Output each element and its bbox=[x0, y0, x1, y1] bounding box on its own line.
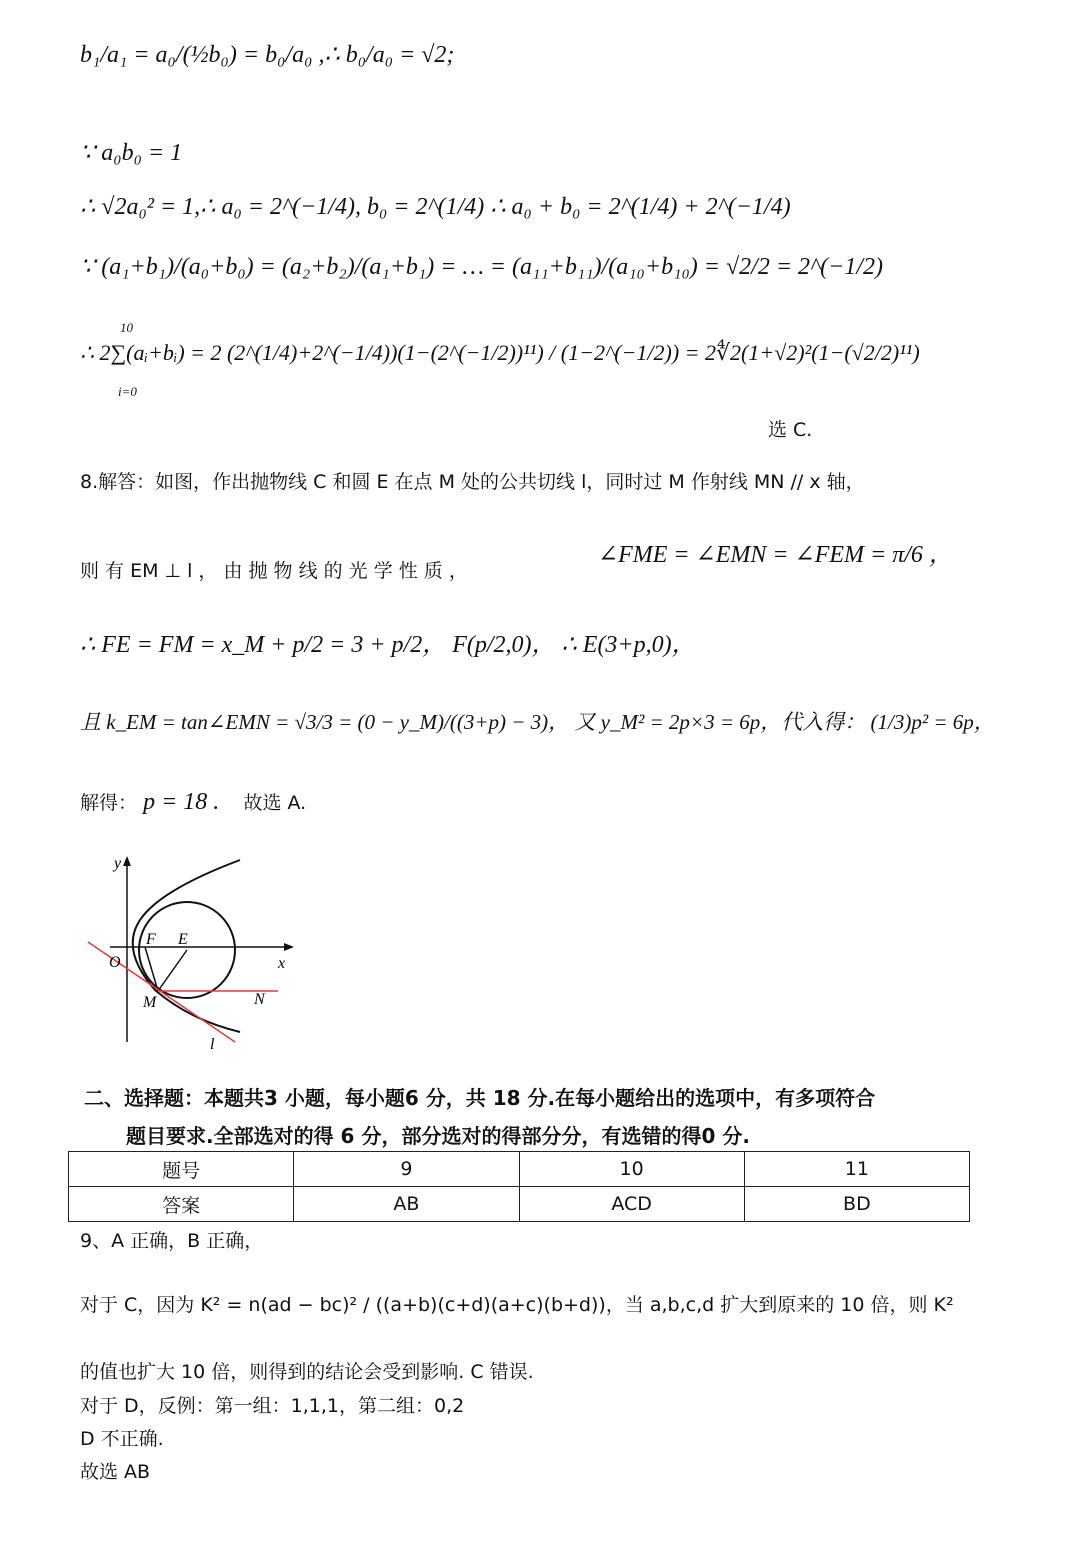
segment-me bbox=[158, 950, 187, 991]
sol8-line3: ∴ FE = FM = x_M + p/2 = 3 + p/2， F(p/2,0)， ∴ E(3+p,0)， bbox=[80, 632, 696, 658]
sol8-intro: 8.解答：如图，作出抛物线 C 和圆 E 在点 M 处的公共切线 l，同时过 M 作射线 MN // x 轴， bbox=[80, 471, 865, 493]
sol7-choice: 选 C. bbox=[768, 419, 813, 441]
sol9-line5: D 不正确. bbox=[80, 1428, 164, 1450]
sum-lower: i=0 bbox=[118, 384, 137, 399]
sum-upper: 10 bbox=[120, 320, 133, 335]
table-cell: ACD bbox=[519, 1187, 744, 1222]
label-x: x bbox=[278, 955, 286, 972]
label-f: F bbox=[146, 931, 156, 948]
x-axis-arrow bbox=[284, 943, 294, 951]
table-row bbox=[69, 1152, 970, 1187]
sol8-line2-text: 则 有 EM ⊥ l ， 由 抛 物 线 的 光 学 性 质 ， bbox=[80, 560, 468, 582]
label-m: M bbox=[143, 994, 157, 1011]
label-n: N bbox=[254, 991, 265, 1008]
table-cell: 答案 bbox=[69, 1187, 294, 1222]
sol8-line5-math: p = 18 . bbox=[143, 789, 220, 815]
table-cell: BD bbox=[744, 1187, 969, 1222]
sol7-line2: ∵ a₀b₀ = 1 bbox=[80, 140, 183, 166]
sol8-line2-math: ∠FME = ∠EMN = ∠FEM = π/6 ， bbox=[598, 542, 953, 568]
section2-heading-line2: 题目要求.全部选对的得 6 分，部分选对的得部分分，有选错的得0 分. bbox=[126, 1124, 750, 1148]
table-cell: 题号 bbox=[69, 1152, 294, 1187]
section2-heading-line1: 二、选择题：本题共3 小题，每小题6 分，共 18 分.在每小题给出的选项中，有多项符合 bbox=[84, 1086, 876, 1110]
sol7-line4: ∵ (a₁+b₁)/(a₀+b₀) = (a₂+b₂)/(a₁+b₁) = … = (a₁₁+b₁₁)/(a₁₀+b₁₀) = √2/2 = 2^(−1/2) bbox=[80, 254, 883, 280]
sol7-line1: b₁/a₁ = a₀/(½b₀) = b₀/a₀ ,∴ b₀/a₀ = √2; bbox=[80, 42, 455, 68]
table-row bbox=[69, 1187, 970, 1222]
sol9-line4: 对于 D，反例：第一组：1,1,1，第二组：0,2 bbox=[80, 1395, 465, 1417]
sol9-line3: 的值也扩大 10 倍，则得到的结论会受到影响. C 错误. bbox=[80, 1361, 534, 1383]
sol8-line5-label: 解得： bbox=[80, 792, 138, 814]
label-l: l bbox=[210, 1036, 215, 1053]
table-cell: 10 bbox=[519, 1152, 744, 1187]
label-e: E bbox=[178, 931, 188, 948]
table-cell: AB bbox=[294, 1187, 519, 1222]
sol7-line3: ∴ √2a₀² = 1,∴ a₀ = 2^(−1/4), b₀ = 2^(1/4) ∴ a₀ + b₀ = 2^(1/4) + 2^(−1/4) bbox=[80, 194, 791, 220]
label-y: y bbox=[114, 855, 122, 872]
sol9-line6: 故选 AB bbox=[80, 1461, 151, 1483]
sol8-line4: 且 k_EM = tan∠EMN = √3/3 = (0 − y_M)/((3+p) − 3)， 又 y_M² = 2p×3 = 6p，代入得： (1/3)p² = 6p， bbox=[80, 710, 995, 734]
table-cell: 11 bbox=[744, 1152, 969, 1187]
sol8-line5-choice: 故选 A. bbox=[243, 792, 307, 814]
y-axis-arrow bbox=[123, 856, 131, 866]
answers-table bbox=[68, 1151, 970, 1222]
sol8-line5 bbox=[80, 788, 306, 816]
sol9-line2: 对于 C，因为 K² = n(ad − bc)² / ((a+b)(c+d)(a+c)(b+d))，当 a,b,c,d 扩大到原来的 10 倍，则 K² bbox=[80, 1294, 954, 1316]
parabola-circle-figure bbox=[80, 850, 300, 1055]
sol9-line1: 9、A 正确，B 正确， bbox=[80, 1230, 264, 1252]
label-o: O bbox=[109, 954, 121, 971]
table-cell: 9 bbox=[294, 1152, 519, 1187]
sol7-line5: ∴ 2∑(aᵢ+bᵢ) = 2 (2^(1/4)+2^(−1/4))(1−(2^(−1/2))¹¹) / (1−2^(−1/2)) = 2∜2(1+√2)²(1−(√2/2)¹¹) bbox=[80, 340, 920, 365]
